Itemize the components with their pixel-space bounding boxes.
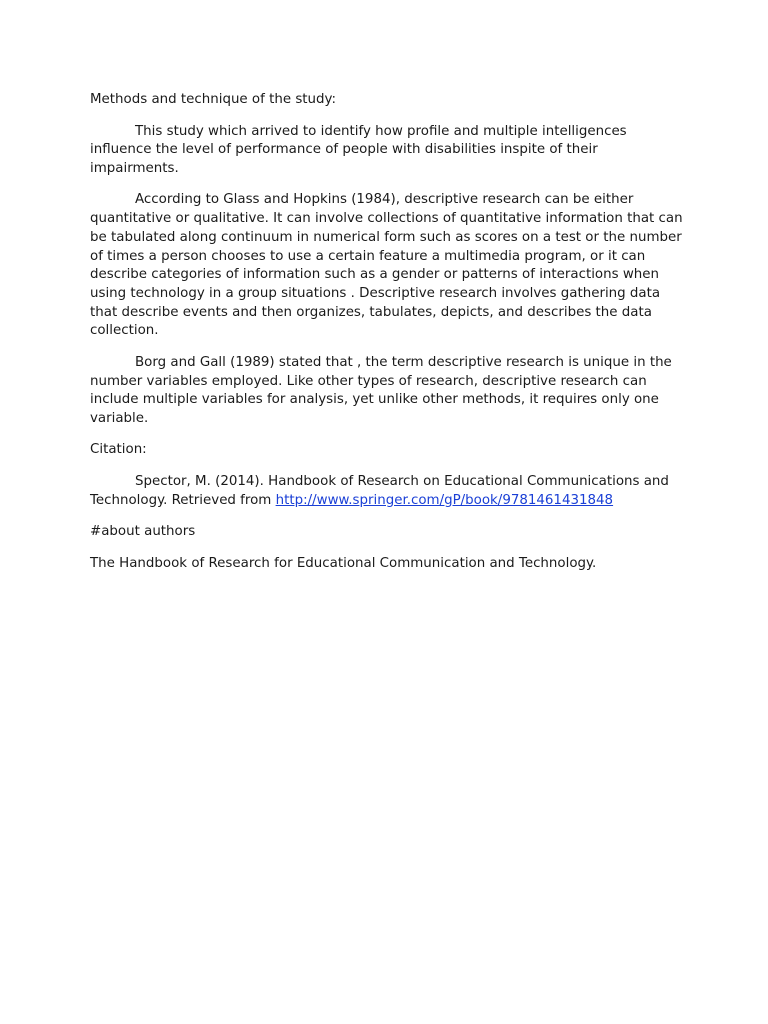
paragraph-glass-hopkins: According to Glass and Hopkins (1984), descriptive research can be either quantitative or qualitative. It can involve collections of quantitative information that can be tabulated along continuum in numerical form such as scores on a test or the number of times a person chooses to use a certain feature a multimedia program, or it can describe categories of information such as a gender or patterns of interactions when using technology in a group situations . Descriptive research involves gathering data that describe events and then organizes, tabulates, depicts, and describes the data collection. (90, 192, 683, 339)
document-body (90, 91, 684, 586)
citation-text: Spector, M. (2014). Handbook of Research on Educational Communications and Technology. Retrieved from (90, 473, 669, 508)
citation-label: Citation: (90, 442, 147, 458)
paragraph-study-purpose: This study which arrived to identify how profile and multiple intelligences influence the level of performance of people with disabilities inspite of their impairments. (90, 123, 627, 176)
citation-entry (90, 473, 684, 510)
about-authors-label: #about authors (90, 524, 196, 540)
about-authors-text: The Handbook of Research for Educational Communication and Technology. (90, 555, 597, 571)
section-heading: Methods and technique of the study: (90, 92, 336, 107)
paragraph-borg-gall: Borg and Gall (1989) stated that , the term descriptive research is unique in the number variables employed. Like other types of research, descriptive research can include multiple variables for analysis, yet unlike other methods, it requires only one variable. (90, 354, 672, 426)
citation-link[interactable]: http://www.springer.com/gP/book/9781461431848 (275, 492, 614, 508)
